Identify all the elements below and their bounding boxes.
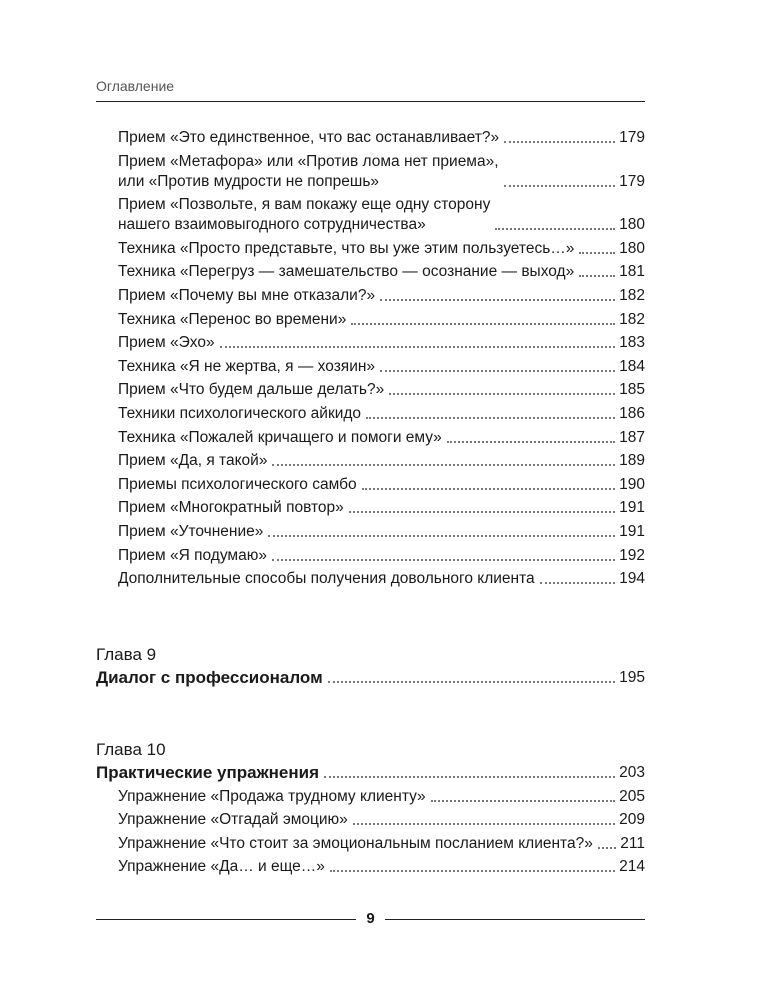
toc-entry-page: 187 — [619, 428, 645, 446]
toc-entry — [96, 810, 645, 830]
running-head: Оглавление — [96, 78, 175, 94]
toc-entry — [96, 357, 645, 377]
chapter-title-entry — [96, 668, 645, 688]
toc-entry-page: 185 — [619, 381, 645, 399]
toc-entry-page: 205 — [619, 787, 645, 805]
toc-entry — [96, 498, 645, 518]
chapter-page: 195 — [619, 669, 645, 686]
dot-leader — [495, 228, 615, 230]
toc-entry-page: 209 — [619, 811, 645, 829]
toc-entry-title: Техника «Просто представьте, что вы уже этим пользуетесь…» — [118, 239, 575, 257]
dot-leader — [351, 323, 615, 325]
toc-entry-page: 183 — [619, 334, 645, 352]
toc-entry — [96, 128, 645, 148]
dot-leader — [220, 346, 616, 348]
toc-entry-page: 180 — [619, 216, 645, 234]
toc-entry-page: 189 — [619, 452, 645, 470]
toc-entry — [96, 286, 645, 306]
toc-entry-title: Прием «Это единственное, что вас останавливает?» — [118, 129, 500, 146]
dot-leader — [366, 417, 615, 419]
toc-entry — [96, 262, 645, 282]
dot-leader — [328, 681, 615, 683]
toc-entry — [96, 195, 645, 235]
toc-entry-title: Техники психологического айкидо — [118, 404, 362, 422]
toc-entry — [96, 380, 645, 400]
chapter-title: Диалог с профессионалом — [96, 668, 323, 687]
dot-leader — [579, 275, 615, 277]
chapter-page: 203 — [619, 764, 645, 781]
toc-entry — [96, 569, 645, 589]
toc-entry — [96, 522, 645, 542]
toc-entry-page: 192 — [619, 546, 645, 564]
toc-entry-title: Техника «Пожалей кричащего и помоги ему» — [118, 428, 442, 446]
dot-leader — [579, 252, 615, 254]
toc-entry-page: 179 — [619, 129, 645, 146]
toc-entry-page: 191 — [619, 499, 645, 517]
chapter-title: Практические упражнения — [96, 763, 320, 782]
toc-entry-page: 179 — [619, 172, 645, 190]
footer-rule-left — [96, 919, 356, 920]
toc-entry — [96, 310, 645, 330]
toc-entry-page: 191 — [619, 522, 645, 540]
toc-entry-title: Приемы психологического самбо — [118, 475, 357, 493]
toc-entry — [96, 834, 645, 854]
toc-entry-title — [118, 152, 499, 192]
toc-entry-title: Упражнение «Да… и еще…» — [118, 858, 325, 876]
chapter-number: Глава 9 — [96, 645, 157, 664]
dot-leader — [389, 393, 615, 395]
header-rule — [96, 101, 645, 102]
toc-entry-title: Техника «Я не жертва, я — хозяин» — [118, 357, 376, 375]
toc-entry-page: 180 — [619, 239, 645, 257]
toc-entry-title: Прием «Да, я такой» — [118, 452, 268, 470]
dot-leader — [540, 582, 615, 584]
toc-entry — [96, 546, 645, 566]
toc-entry-page: 182 — [619, 286, 645, 304]
dot-leader — [431, 800, 615, 802]
toc-entry-page: 194 — [619, 570, 645, 588]
dot-leader — [272, 464, 615, 466]
chapter-title-entry — [96, 763, 645, 783]
toc-entry — [96, 428, 645, 448]
toc-entry-title-line: или «Против мудрости не попрешь» — [118, 172, 380, 190]
toc-entry — [96, 333, 645, 353]
toc-entry-title: Прием «Почему вы мне отказали?» — [118, 286, 376, 304]
toc-entry-title-line: Прием «Метафора» или «Против лома нет приема», — [118, 152, 499, 170]
dot-leader — [598, 847, 616, 849]
dot-leader — [380, 299, 615, 301]
toc-entry-page: 186 — [619, 404, 645, 422]
toc-entry-page: 214 — [619, 858, 645, 876]
toc-entry — [96, 451, 645, 471]
toc-entry — [96, 475, 645, 495]
footer-rule-right — [385, 919, 645, 920]
dot-leader — [272, 559, 615, 561]
dot-leader — [380, 370, 615, 372]
toc-entry-title: Техника «Перенос во времени» — [118, 310, 347, 328]
toc-entry-title: Прием «Эхо» — [118, 334, 215, 352]
dot-leader — [349, 511, 615, 513]
toc-entry — [96, 152, 645, 192]
toc-entry — [96, 404, 645, 424]
toc-entry-page: 181 — [619, 263, 645, 281]
chapter-9-block — [96, 644, 645, 692]
dot-leader — [447, 441, 615, 443]
chapter-number: Глава 10 — [96, 740, 166, 759]
dot-leader — [504, 141, 615, 143]
toc-entry-title: Упражнение «Продажа трудному клиенту» — [118, 787, 426, 805]
dot-leader — [330, 870, 615, 872]
toc-entry — [96, 857, 645, 877]
dot-leader — [268, 535, 615, 537]
toc-entry-title: Прием «Что будем дальше делать?» — [118, 381, 385, 399]
chapter-10-block — [96, 739, 645, 881]
toc-entry-page: 211 — [620, 834, 645, 852]
dot-leader — [353, 823, 615, 825]
toc-entry-title: Упражнение «Отгадай эмоцию» — [118, 811, 348, 829]
toc-entry-page: 190 — [619, 475, 645, 493]
toc-entry-title — [118, 195, 490, 235]
toc-entry-page: 182 — [619, 310, 645, 328]
toc-entry-title: Прием «Уточнение» — [118, 522, 264, 540]
toc-entry-title: Прием «Многократный повтор» — [118, 499, 344, 517]
toc-entry-page: 184 — [619, 357, 645, 375]
dot-leader — [504, 185, 616, 187]
toc-entry — [96, 787, 645, 807]
toc-section-list — [96, 128, 645, 593]
toc-entry-title: Дополнительные способы получения довольного клиента — [118, 570, 535, 588]
dot-leader — [362, 488, 616, 490]
toc-entry-title: Упражнение «Что стоит за эмоциональным посланием клиента?» — [118, 834, 593, 852]
toc-entry-title-line: нашего взаимовыгодного сотрудничества» — [118, 216, 426, 234]
toc-entry — [96, 239, 645, 259]
toc-entry-title: Техника «Перегруз — замешательство — осознание — выход» — [118, 263, 575, 281]
toc-entry-title: Прием «Я подумаю» — [118, 546, 267, 564]
toc-entry-title-line: Прием «Позвольте, я вам покажу еще одну сторону — [118, 196, 491, 214]
dot-leader — [324, 776, 615, 778]
page-number: 9 — [366, 910, 375, 927]
